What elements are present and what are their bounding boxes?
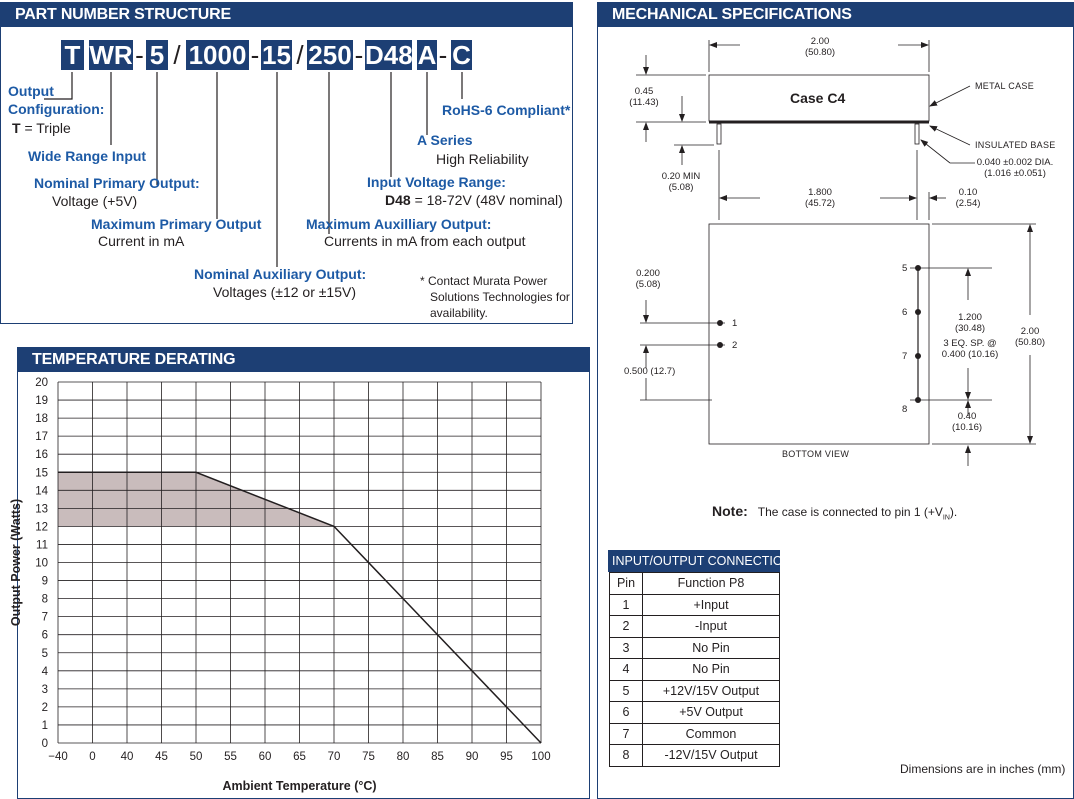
pin-label-8: 8 xyxy=(902,404,908,415)
note-subscript: IN xyxy=(942,514,950,522)
y-tick-label: 9 xyxy=(41,575,48,588)
max-aux-value: Currents in mA from each output xyxy=(324,233,526,249)
dim-height-top xyxy=(618,86,670,108)
input-range-title: Input Voltage Range: xyxy=(367,174,506,190)
dim-200-in: 2.00 xyxy=(1020,326,1040,337)
note-end: ). xyxy=(949,505,958,519)
y-axis-label: Output Power (Watts) xyxy=(9,498,23,627)
y-tick-label: 16 xyxy=(35,449,48,462)
dim-040-in: 0.40 xyxy=(957,411,977,422)
nominal-aux-title: Nominal Auxiliary Output: xyxy=(194,266,367,282)
output-config-value-bold: T xyxy=(12,120,21,136)
nominal-primary-title: Nominal Primary Output: xyxy=(34,175,200,191)
io-connections-table xyxy=(609,572,780,767)
y-tick-label: 10 xyxy=(35,557,48,570)
case-note xyxy=(712,503,957,521)
code-dash-1: - xyxy=(135,40,144,70)
table-row xyxy=(610,594,780,616)
pin-min-length xyxy=(655,171,707,193)
dim-040 xyxy=(946,411,988,433)
table-row xyxy=(610,702,780,724)
dim-1200-spacing: 3 EQ. SP. @ xyxy=(943,338,997,349)
x-tick-label: 0 xyxy=(89,751,96,763)
code-t: T xyxy=(61,40,84,70)
x-tick-label: 80 xyxy=(396,751,410,763)
insulated-base-label: INSULATED BASE xyxy=(975,140,1056,150)
pin-diameter-in: 0.040 ±0.002 DIA. xyxy=(976,157,1054,168)
a-series-value: High Reliability xyxy=(436,151,529,167)
dim-010-mm: (2.54) xyxy=(955,198,981,209)
dim-0200-in: 0.200 xyxy=(636,268,660,279)
io-function: Common xyxy=(643,723,780,745)
y-tick-label: 11 xyxy=(36,539,48,552)
nominal-aux-value: Voltages (±12 or ±15V) xyxy=(213,284,357,300)
dim-height-in: 0.45 xyxy=(634,86,654,97)
io-function: +Input xyxy=(643,594,780,616)
footnote-line-3: availability. xyxy=(430,306,488,320)
pin-label-5: 5 xyxy=(902,263,908,274)
io-function: No Pin xyxy=(643,659,780,681)
dim-1200-in: 1.200 xyxy=(958,312,982,323)
note-label: Note: xyxy=(712,503,748,519)
x-axis-label: Ambient Temperature (°C) xyxy=(222,779,377,793)
input-range-value-bold: D48 xyxy=(385,192,411,208)
input-range-value-rest: = 18-72V (48V nominal) xyxy=(410,192,563,208)
code-slash-2: / xyxy=(296,40,304,70)
output-config-title-2: Configuration: xyxy=(8,101,105,117)
x-tick-label: 65 xyxy=(293,751,306,763)
dim-0200-mm: (5.08) xyxy=(635,279,661,290)
x-tick-label: 70 xyxy=(327,751,341,763)
y-tick-label: 4 xyxy=(41,665,48,678)
pin-2-dot xyxy=(717,342,723,348)
pin-5-dot xyxy=(915,265,921,271)
io-pin: 5 xyxy=(610,680,643,702)
max-aux-title: Maximum Auxilliary Output: xyxy=(306,216,492,232)
x-tick-label: 50 xyxy=(189,751,203,763)
pin-label-7: 7 xyxy=(902,351,908,362)
y-tick-label: 17 xyxy=(35,431,48,444)
y-tick-label: 5 xyxy=(41,647,48,660)
io-table-title: INPUT/OUTPUT CONNECTIONS xyxy=(608,550,780,572)
y-tick-label: 12 xyxy=(35,521,48,534)
x-tick-label: 45 xyxy=(155,751,168,763)
x-tick-label: −40 xyxy=(48,751,68,763)
code-d48: D48 xyxy=(365,40,413,70)
note-text: The case is connected to pin 1 (+V xyxy=(757,505,943,519)
io-header-row xyxy=(610,573,780,595)
pin-diameter xyxy=(972,157,1058,179)
output-config-title-1: Output xyxy=(8,83,54,99)
dim-040-mm: (10.16) xyxy=(951,422,983,433)
units-note: Dimensions are in inches (mm) xyxy=(900,762,1066,776)
max-primary-value: Current in mA xyxy=(98,233,185,249)
table-row xyxy=(610,616,780,638)
x-tick-label: 100 xyxy=(531,751,551,763)
pin-min-mm: (5.08) xyxy=(668,182,694,193)
io-header-function: Function P8 xyxy=(643,573,780,595)
footnote-line-2: Solutions Technologies for xyxy=(430,290,570,304)
y-tick-label: 1 xyxy=(41,719,48,732)
dim-0500: 0.500 (12.7) xyxy=(624,366,676,377)
x-tick-label: 60 xyxy=(258,751,272,763)
pin-label-2: 2 xyxy=(732,340,738,351)
io-function: +5V Output xyxy=(643,702,780,724)
y-tick-label: 19 xyxy=(35,395,48,408)
x-tick-label: 55 xyxy=(224,751,237,763)
case-label: Case C4 xyxy=(790,90,846,106)
y-tick-label: 2 xyxy=(41,701,48,714)
max-primary-title: Maximum Primary Output xyxy=(91,216,262,232)
code-c: C xyxy=(452,40,471,70)
dim-1200-spacing-value: 0.400 (10.16) xyxy=(941,349,999,360)
part-number-title: PART NUMBER STRUCTURE xyxy=(1,3,572,27)
code-1000: 1000 xyxy=(186,40,249,70)
dim-1200-mm: (30.48) xyxy=(954,323,986,334)
code-5: 5 xyxy=(146,40,168,70)
wide-range-input: Wide Range Input xyxy=(28,148,147,164)
y-tick-label: 7 xyxy=(41,611,48,624)
io-pin: 1 xyxy=(610,594,643,616)
io-pin: 8 xyxy=(610,745,643,767)
case-bottom-view xyxy=(709,224,929,444)
dim-010-in: 0.10 xyxy=(958,187,978,198)
dim-width-top xyxy=(795,36,845,58)
table-row xyxy=(610,680,780,702)
code-a: A xyxy=(417,40,437,70)
y-tick-label: 0 xyxy=(41,738,48,750)
y-tick-label: 20 xyxy=(35,377,48,389)
footnote-line-1: * Contact Murata Power xyxy=(420,274,548,288)
x-tick-label: 85 xyxy=(431,751,444,763)
code-wr: WR xyxy=(89,40,133,70)
x-tick-label: 40 xyxy=(120,751,134,763)
y-tick-label: 3 xyxy=(41,683,48,696)
a-series-title: A Series xyxy=(417,132,473,148)
dim-1800 xyxy=(795,187,845,209)
y-tick-label: 6 xyxy=(41,629,48,642)
output-config-value-rest: = Triple xyxy=(20,120,71,136)
y-tick-label: 8 xyxy=(41,593,48,606)
dim-1800-mm: (45.72) xyxy=(804,198,836,209)
io-pin: 2 xyxy=(610,616,643,638)
dim-width-in: 2.00 xyxy=(810,36,830,47)
metal-case-label: METAL CASE xyxy=(975,81,1035,91)
code-slash-1: / xyxy=(173,40,181,70)
pin-label-1: 1 xyxy=(732,318,738,329)
code-250: 250 xyxy=(308,40,352,70)
pin-8-dot xyxy=(915,397,921,403)
pin-6-dot xyxy=(915,309,921,315)
dim-1200 xyxy=(938,312,1002,360)
pin-1-dot xyxy=(717,320,723,326)
io-function: No Pin xyxy=(643,637,780,659)
io-header-pin: Pin xyxy=(610,573,643,595)
y-tick-label: 14 xyxy=(35,485,48,498)
pin-label-6: 6 xyxy=(902,307,908,318)
table-row xyxy=(610,745,780,767)
io-function: -12V/15V Output xyxy=(643,745,780,767)
code-dash-2: - xyxy=(250,40,260,70)
code-15: 15 xyxy=(262,40,291,70)
dim-0200 xyxy=(623,268,673,290)
dim-200-mm: (50.80) xyxy=(1014,337,1046,348)
io-function: +12V/15V Output xyxy=(643,680,780,702)
table-row xyxy=(610,659,780,681)
bottom-view-label: BOTTOM VIEW xyxy=(782,449,850,459)
io-pin: 7 xyxy=(610,723,643,745)
y-tick-label: 15 xyxy=(35,467,48,480)
pin-7-dot xyxy=(915,353,921,359)
io-pin: 3 xyxy=(610,637,643,659)
dim-height-mm: (11.43) xyxy=(629,97,659,108)
mechanical-title: MECHANICAL SPECIFICATIONS xyxy=(598,3,1073,27)
pin-diameter-mm: (1.016 ±0.051) xyxy=(984,168,1046,179)
io-pin: 4 xyxy=(610,659,643,681)
y-tick-label: 18 xyxy=(35,413,48,426)
rohs-compliant: RoHS-6 Compliant* xyxy=(442,102,571,118)
temperature-derating-title: TEMPERATURE DERATING xyxy=(18,348,589,372)
io-function: -Input xyxy=(643,616,780,638)
table-row xyxy=(610,637,780,659)
dim-010 xyxy=(948,187,988,209)
nominal-primary-value: Voltage (+5V) xyxy=(52,193,138,209)
dim-200-vertical xyxy=(1008,326,1052,348)
dim-1800-in: 1.800 xyxy=(808,187,832,198)
io-pin: 6 xyxy=(610,702,643,724)
x-tick-label: 90 xyxy=(465,751,479,763)
x-tick-label: 75 xyxy=(362,751,375,763)
code-dash-4: - xyxy=(438,40,448,70)
code-dash-3: - xyxy=(354,40,364,70)
table-row xyxy=(610,723,780,745)
pin-min-in: 0.20 MIN xyxy=(661,171,701,182)
x-tick-label: 95 xyxy=(500,751,513,763)
dim-width-mm: (50.80) xyxy=(804,47,836,58)
y-tick-label: 13 xyxy=(35,503,48,516)
